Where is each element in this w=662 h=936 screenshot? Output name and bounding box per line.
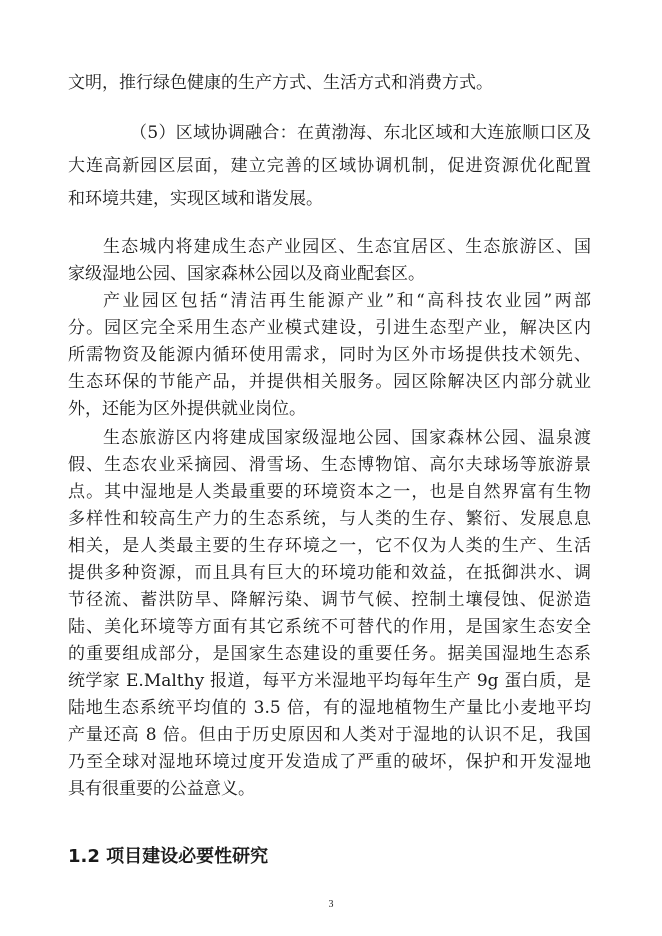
text-line: 陆地生态系统平均值的 3.5 倍，有的湿地植物生产量比小麦地平均 bbox=[68, 698, 591, 718]
text-line: 家级湿地公园、国家森林公园以及商业配套区。 bbox=[68, 264, 425, 284]
text-line: 大连高新园区层面，建立完善的区域协调机制，促进资源优化配置 bbox=[68, 156, 591, 176]
text-line: 陆、美化环境等方面有其它系统不可替代的作用，是国家生态安全 bbox=[68, 617, 591, 637]
text-line: 点。其中湿地是人类最重要的环境资本之一，也是自然界富有生物 bbox=[68, 482, 591, 502]
text-line: 具有很重要的公益意义。 bbox=[68, 779, 255, 799]
text-line: 统学家 E.Malthy 报道，每平方米湿地平均每年生产 9g 蛋白质，是 bbox=[68, 671, 591, 691]
text-line: 假、生态农业采摘园、滑雪场、生态博物馆、高尔夫球场等旅游景 bbox=[68, 455, 591, 475]
text-line: 乃至全球对湿地环境过度开发造成了严重的破坏，保护和开发湿地 bbox=[68, 752, 591, 772]
text-line: 文明，推行绿色健康的生产方式、生活方式和消费方式。 bbox=[68, 73, 493, 93]
page-number: 3 bbox=[328, 899, 334, 910]
text-line: 产量还高 8 倍。但由于历史原因和人类对于湿地的认识不足，我国 bbox=[68, 725, 591, 745]
text-line: 所需物资及能源内循环使用需求，同时为区外市场提供技术领先、 bbox=[68, 345, 591, 365]
text-line: 生态环保的节能产品，并提供相关服务。园区除解决区内部分就业 bbox=[68, 372, 591, 392]
text-line: 生态旅游区内将建成国家级湿地公园、国家森林公园、温泉渡 bbox=[103, 428, 591, 448]
text-line: 节径流、蓄洪防旱、降解污染、调节气候、控制土壤侵蚀、促淤造 bbox=[68, 590, 591, 610]
text-line: 多样性和较高生产力的生态系统，与人类的生存、繁衍、发展息息 bbox=[68, 509, 591, 529]
text-line: 生态城内将建成生态产业园区、生态宜居区、生态旅游区、国 bbox=[103, 237, 591, 257]
section-heading: 1.2 项目建设必要性研究 bbox=[68, 846, 269, 867]
text-line: 的重要组成部分，是国家生态建设的重要任务。据美国湿地生态系 bbox=[68, 644, 591, 664]
text-line: 产业园区包括“清洁再生能源产业”和“高科技农业园”两部 bbox=[103, 291, 591, 311]
text-line: （5）区域协调融合：在黄渤海、东北区域和大连旅顺口区及 bbox=[130, 123, 591, 143]
text-line: 分。园区完全采用生态产业模式建设，引进生态型产业，解决区内 bbox=[68, 318, 591, 338]
text-line: 和环境共建，实现区域和谐发展。 bbox=[68, 189, 323, 209]
text-line: 外，还能为区外提供就业岗位。 bbox=[68, 399, 306, 419]
text-line: 相关，是人类最主要的生存环境之一，它不仅为人类的生产、生活 bbox=[68, 536, 591, 556]
text-line: 提供多种资源，而且具有巨大的环境功能和效益，在抵御洪水、调 bbox=[68, 563, 591, 583]
